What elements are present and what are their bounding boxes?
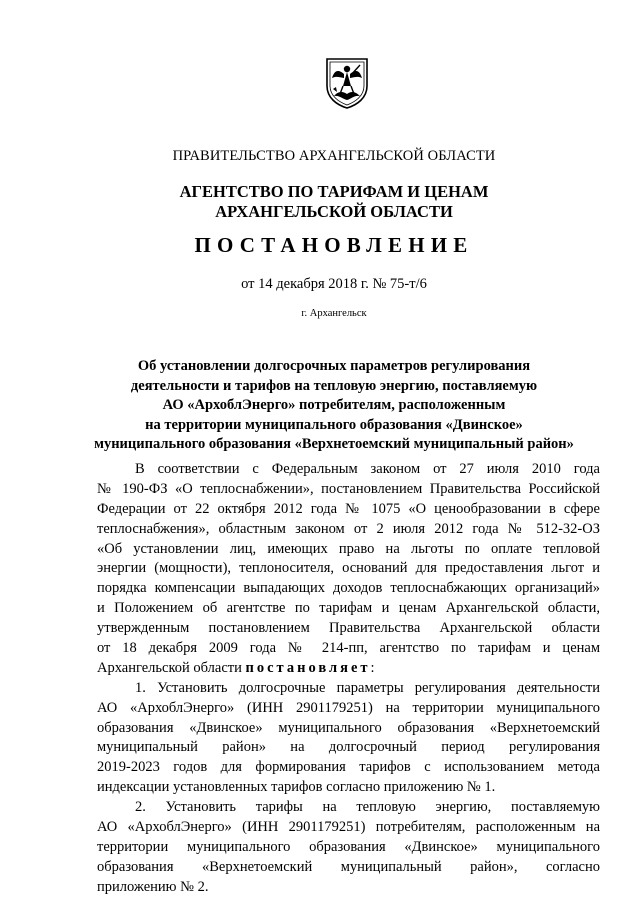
body-line: утвержденным постановлением Правительства Архангельской области — [97, 620, 600, 637]
body-line — [97, 659, 600, 679]
subject-line: АО «АрхоблЭнерго» потребителям, расположенным — [162, 397, 506, 413]
body-line: 2. Установить тарифы на тепловую энергию, поставляемую — [135, 799, 600, 816]
body-line: индексации установленных тарифов согласно приложению № 1. — [97, 779, 496, 796]
body-line: порядка компенсации выпадающих доходов теплоснабжающих организаций» — [97, 580, 600, 597]
body-line: В соответствии с Федеральным законом от 27 июля 2010 года — [135, 461, 600, 477]
body-line: АО «АрхоблЭнерго» (ИНН 2901179251) на территории муниципального — [97, 699, 600, 716]
agency-name — [0, 182, 640, 222]
body-line: от 18 декабря 2009 года № 214-пп, агентство по тарифам и ценам — [97, 640, 600, 657]
body-line: приложению № 2. — [97, 878, 209, 895]
body-line: 1. Установить долгосрочные параметры регулирования деятельности — [135, 679, 600, 696]
agency-name-line1: АГЕНТСТВО ПО ТАРИФАМ И ЦЕНАМ — [179, 182, 489, 201]
subject-line: муниципального образования «Верхнетоемский муниципальный район» — [94, 436, 574, 452]
body-line: Федерации от 22 октября 2012 года № 1075 «О ценообразовании в сфере — [97, 500, 600, 517]
body-line: и Положением об агентстве по тарифам и ценам Архангельской области, — [97, 600, 600, 617]
coat-of-arms-icon — [324, 56, 370, 110]
government-name: ПРАВИТЕЛЬСТВО АРХАНГЕЛЬСКОЙ ОБЛАСТИ — [172, 148, 496, 164]
subject-line: на территории муниципального образования «Двинское» — [145, 416, 523, 433]
preamble-paragraph — [97, 460, 600, 679]
body-line: территории муниципального образования «Двинское» муниципального — [97, 838, 600, 855]
body-line: муниципальный район» на долгосрочный период регулирования — [97, 739, 600, 756]
body-line: «Об установлении лиц, имеющих право на льготы по оплате тепловой — [97, 540, 600, 557]
document-subject — [0, 357, 640, 455]
document-date-number: от 14 декабря 2018 г. № 75-т/6 — [241, 276, 427, 292]
body-line: образования «Верхнетоемский муниципальный район», согласно — [97, 858, 600, 875]
body-line: энергии (мощности), теплоносителя, оснований для предоставления льгот и — [97, 560, 600, 577]
subject-line: Об установлении долгосрочных параметров регулирования — [137, 358, 531, 374]
body-line: образования «Двинское» муниципального образования «Верхнетоемский — [97, 719, 600, 736]
agency-name-line2: АРХАНГЕЛЬСКОЙ ОБЛАСТИ — [215, 202, 453, 221]
body-line: 2019-2023 годов для формирования тарифов с использованием метода — [97, 759, 600, 776]
body-text-fragment: Архангельской области — [97, 659, 246, 676]
body-line: теплоснабжения», областным законом от 2 июля 2012 года № 512-32-ОЗ — [97, 520, 600, 537]
body-line: АО «АрхоблЭнерго» (ИНН 2901179251) потребителям, расположенным на — [97, 819, 600, 836]
decree-keyword: постановляет — [245, 659, 371, 676]
item-2-paragraph — [97, 798, 600, 897]
document-city: г. Архангельск — [301, 308, 367, 319]
item-1-paragraph — [97, 679, 600, 798]
document-body — [97, 460, 600, 898]
document-type: ПОСТАНОВЛЕНИЕ — [194, 233, 474, 257]
subject-line: деятельности и тарифов на тепловую энергию, поставляемую — [130, 377, 538, 394]
body-text-fragment: : — [370, 659, 375, 676]
body-line: № 190-ФЗ «О теплоснабжении», постановлением Правительства Российской — [97, 480, 600, 497]
